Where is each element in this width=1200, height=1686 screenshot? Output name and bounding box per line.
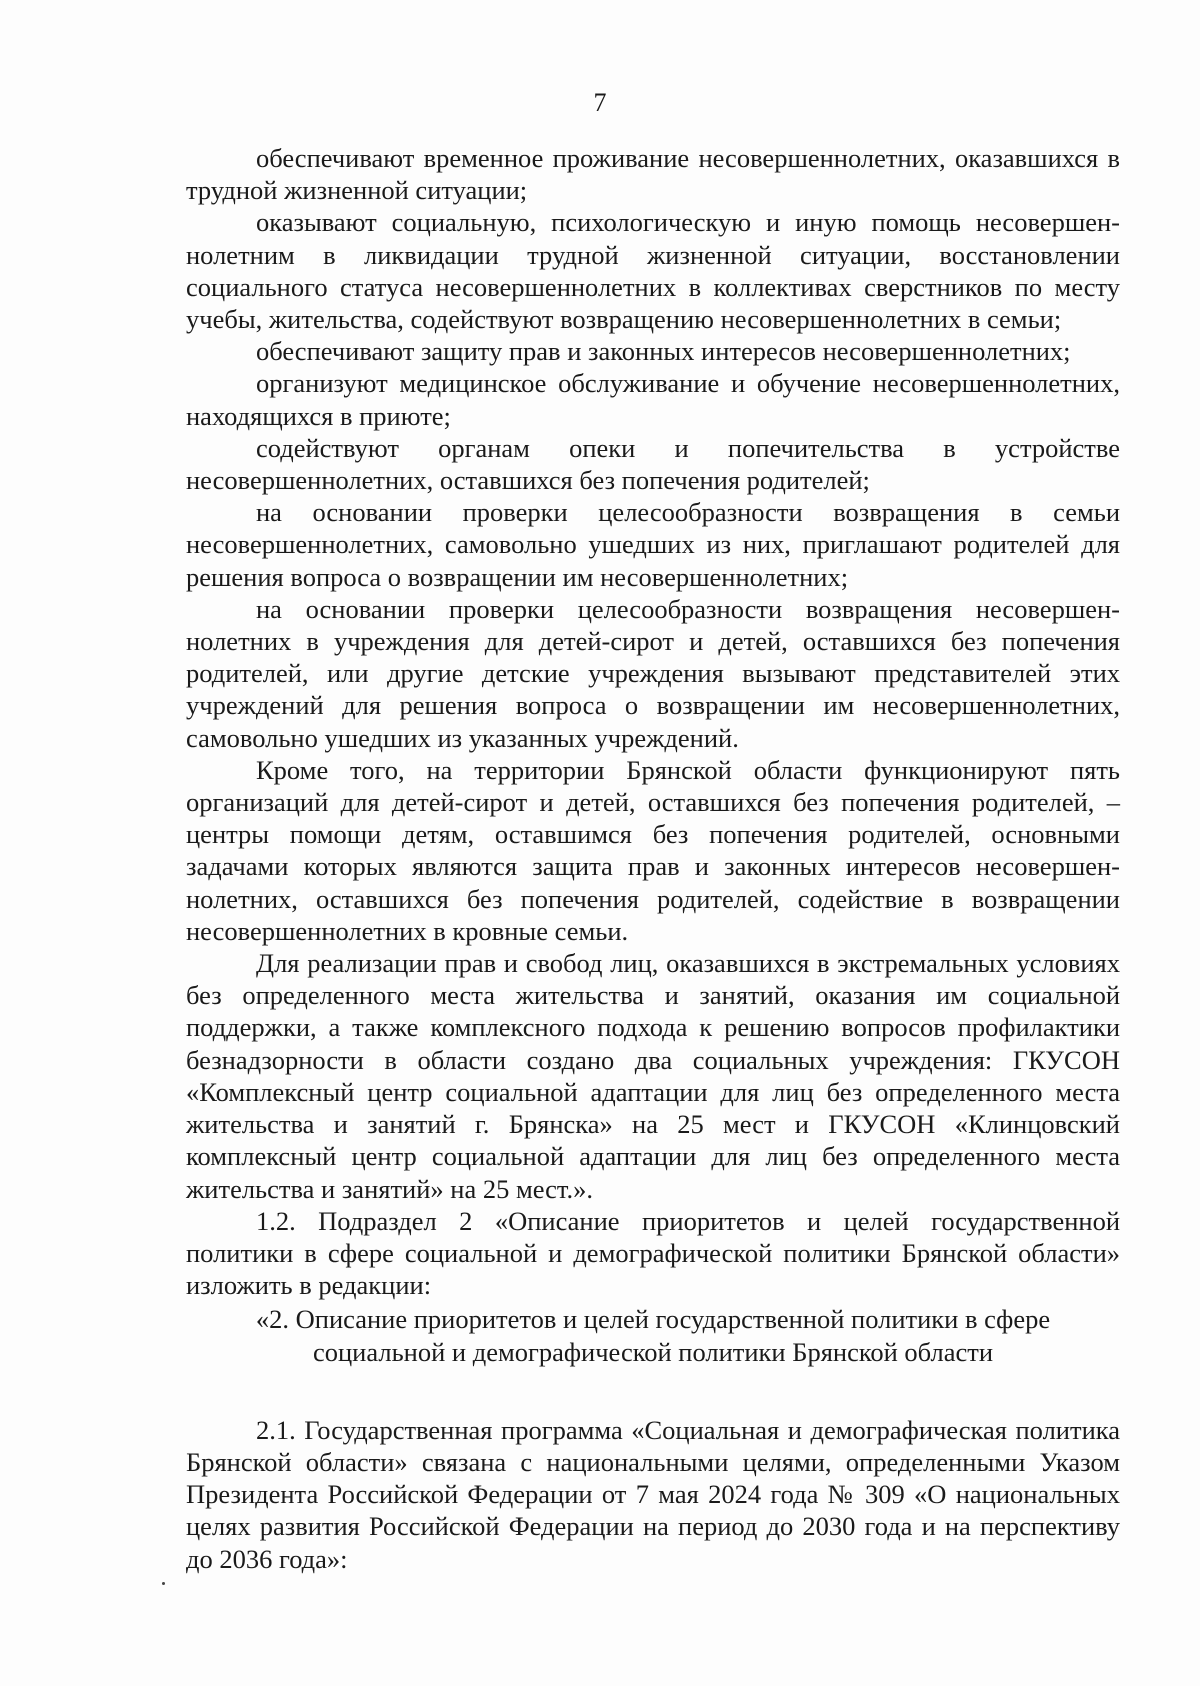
paragraph: 1.2. Подраздел 2 «Описание приоритетов и целей государственной политики в сфере социальной и демографической политики Брянской области» изложить в редакции: xyxy=(186,1205,1120,1301)
paragraph: 2.1. Государственная программа «Социальная и демографическая политика Брянской области» связана с национальными целями, определенными Указом Президента Российской Федерации от 7 мая 2024 года № 309 «О национальных целях развития Российской Федерации на период до 2030 года и на перспективу до 2036 года»: xyxy=(186,1414,1120,1574)
spacer xyxy=(186,1368,1120,1414)
paragraph: на основании проверки целесообразности возвращения в семьи несовершеннолетних, самовольно ушедших из них, приглашают родителей для решения вопроса о возвращении им несовершеннолетних; xyxy=(186,497,1120,592)
paragraph: Для реализации прав и свобод лиц, оказавшихся в экстремальных условиях без определенного места жительства и занятий, оказания им социальной поддержки, а также комплексного подхода к решению вопросов профилактики безнадзорности в области создано два социальных учреждения: ГКУСОН «Комплексный центр социальной адаптации для лиц без определенного места жительства и занятий г. Брянска» на 25 мест и ГКУСОН «Клинцовский комплексный центр социальной адаптации для лиц без определенного места жительства и занятий» на 25 мест.». xyxy=(186,948,1120,1204)
section-heading-line: социальной и демографической политики Брянской области xyxy=(312,1336,994,1367)
paragraph: оказывают социальную, психологическую и иную помощь несовершеннолетним в ликвидации трудной жизненной ситуации, восстановлении социального статуса несовершеннолетних в коллективах сверстников по месту учебы, жительства, содействуют возвращению несовершеннолетних в семьи; xyxy=(186,207,1120,335)
paragraph: организуют медицинское обслуживание и обучение несовершеннолетних, находящихся в приюте; xyxy=(186,368,1120,431)
paragraph: содействуют органам опеки и попечительства в устройстве несовершеннолетних, оставшихся без попечения родителей; xyxy=(186,432,1120,496)
document-body xyxy=(186,142,1120,1575)
paragraph: обеспечивают временное проживание несовершеннолетних, оказавшихся в трудной жизненной ситуации; xyxy=(186,143,1120,206)
paragraph: Кроме того, на территории Брянской области функционируют пять организаций для детей-сирот и детей, оставшихся без попечения родителей, – центры помощи детям, оставшимся без попечения родителей, основными задачами которых являются защита прав и законных интересов несовершеннолетних, оставшихся без попечения родителей, содействие в возвращении несовершеннолетних в кровные семьи. xyxy=(186,754,1120,946)
scan-speck xyxy=(162,1582,165,1585)
section-heading xyxy=(186,1303,1120,1367)
section-heading-line: «2. Описание приоритетов и целей государственной политики в сфере xyxy=(255,1304,1051,1335)
paragraph: обеспечивают защиту прав и законных интересов несовершеннолетних; xyxy=(256,336,1071,367)
paragraph: на основании проверки целесообразности возвращения несовершеннолетних в учреждения для детей-сирот и детей, оставшихся без попечения родителей, или другие детские учреждения вызывают представителей этих учреждений для решения вопроса о возвращении им несовершеннолетних, самовольно ушедших из указанных учреждений. xyxy=(186,593,1120,753)
page-number: 7 xyxy=(593,88,607,117)
